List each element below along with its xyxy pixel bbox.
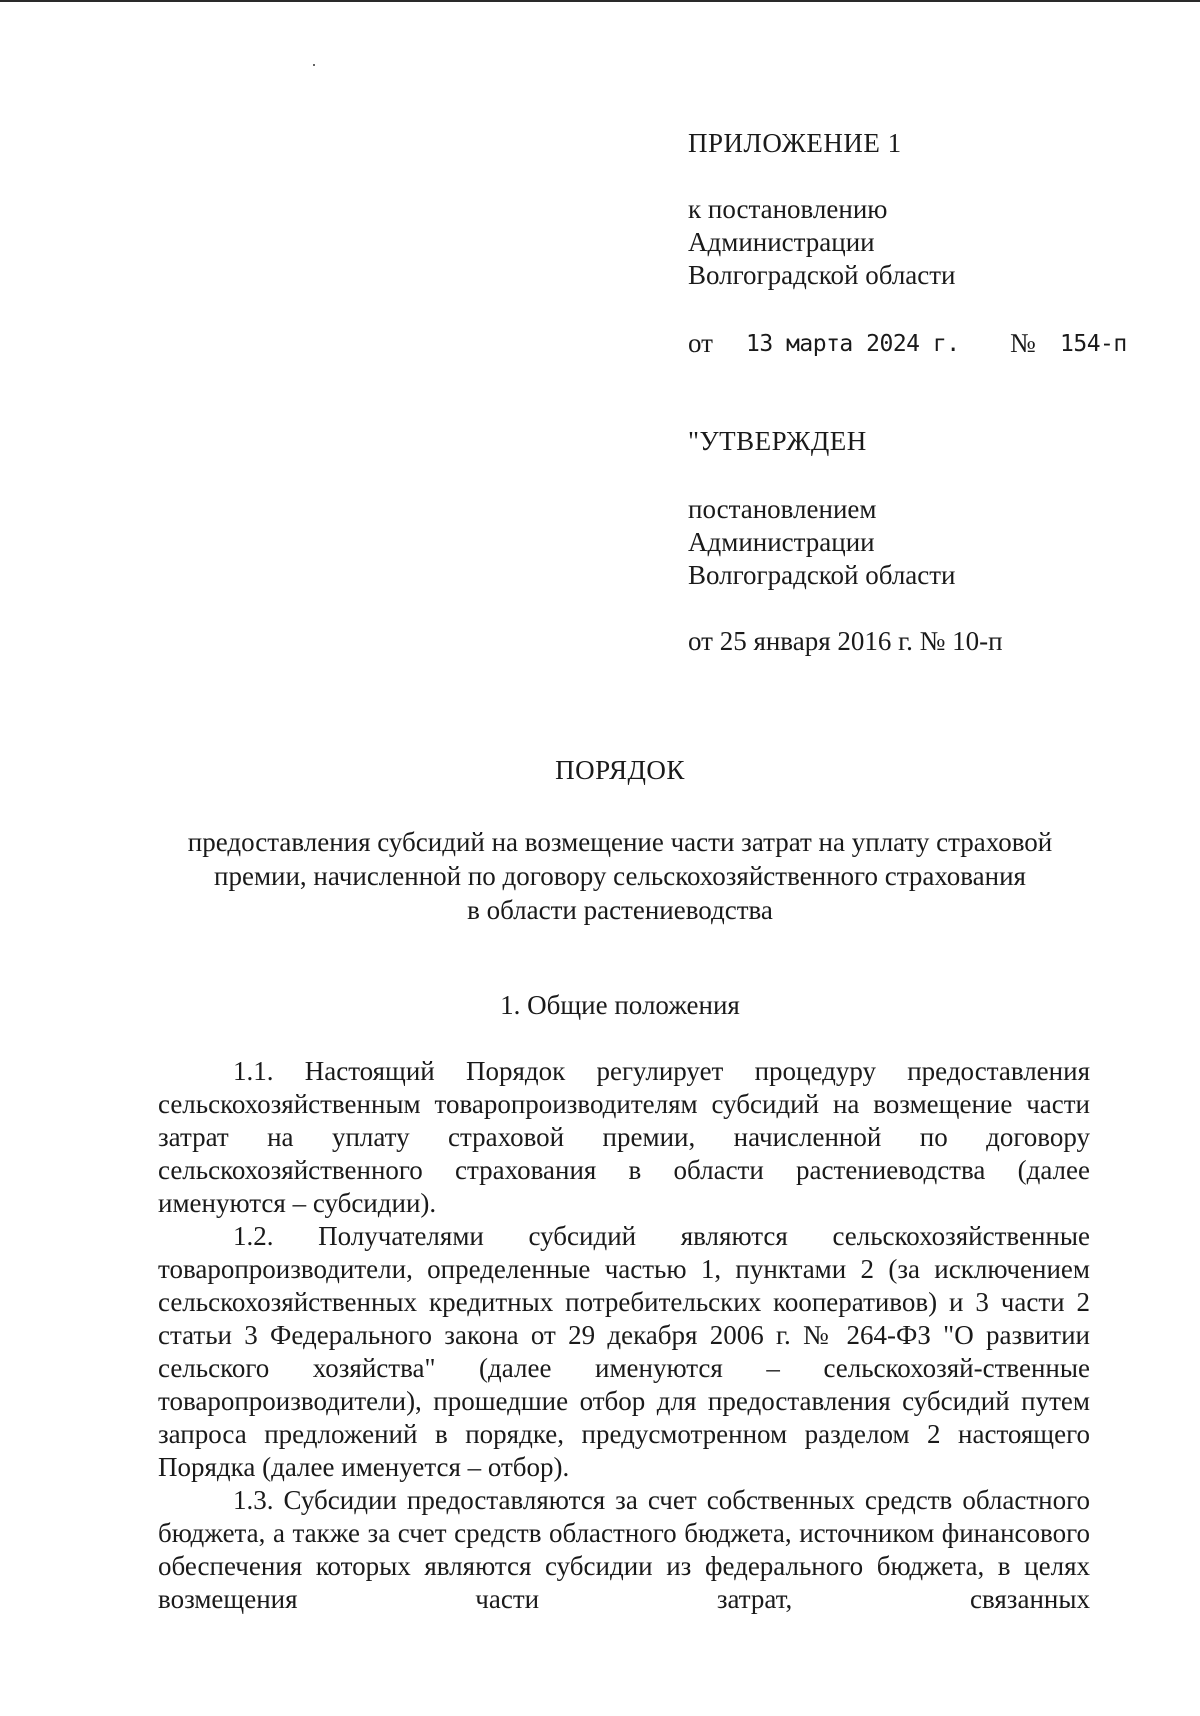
approved-date: от 25 января 2016 г. № 10-п <box>688 626 1003 656</box>
appendix-reference: к постановлению Администрации Волгоградской области <box>688 194 956 290</box>
scan-top-edge <box>0 0 1200 2</box>
date-prefix: от <box>688 328 713 358</box>
resolution-date: 13 марта 2024 г. <box>746 331 960 357</box>
resolution-number: 154-п <box>1060 331 1127 357</box>
paragraph-text: 1.1. Настоящий Порядок регулирует процедуру предоставления сельскохозяйственным товаропроизводителям субсидий на возмещение части затрат на уплату страховой премии, начисленной по договору сельскохозяйственного страхования в области растениеводства (далее именуются – субсидии). <box>158 1056 1090 1218</box>
paragraph-text: 1.3. Субсидии предоставляются за счет собственных средств областного бюджета, а также за счет средств областного бюджета, источником финансового обеспечения которых являются субсидии из федерального бюджета, в целях возмещения части затрат, связанных <box>158 1485 1090 1614</box>
appendix-title: ПРИЛОЖЕНИЕ 1 <box>688 128 902 158</box>
approved-by: постановлением Администрации Волгоградской области <box>688 494 956 590</box>
document-subtitle: предоставления субсидий на возмещение части затрат на уплату страховой премии, начисленной по договору сельскохозяйственного страхования в области растениеводства <box>187 827 1053 925</box>
paragraph-1-3 <box>158 1484 1090 1616</box>
paragraph-text: 1.2. Получателями субсидий являются сельскохозяйственные товаропроизводители, определенные частью 1, пунктами 2 (за исключением сельскохозяйственных кредитных потребительских кооперативов) и 3 части 2 статьи 3 Федерального закона от 29 декабря 2006 г. № 264-ФЗ "О развитии сельского хозяйства" (далее именуются – сельскохозяй-ственные товаропроизводители), прошедшие отбор для предоставления субсидий путем запроса предложений в порядке, предусмотренном разделом 2 настоящего Порядка (далее именуется – отбор). <box>158 1221 1090 1482</box>
paragraph-1-2 <box>158 1220 1090 1484</box>
approved-title: "УТВЕРЖДЕН <box>688 426 867 456</box>
document-title: ПОРЯДОК <box>555 755 685 785</box>
number-prefix: № <box>1010 328 1036 358</box>
appendix-date-line <box>688 327 1127 360</box>
scan-speck <box>313 64 315 66</box>
paragraph-1-1 <box>158 1055 1090 1220</box>
section-title: 1. Общие положения <box>500 990 740 1020</box>
